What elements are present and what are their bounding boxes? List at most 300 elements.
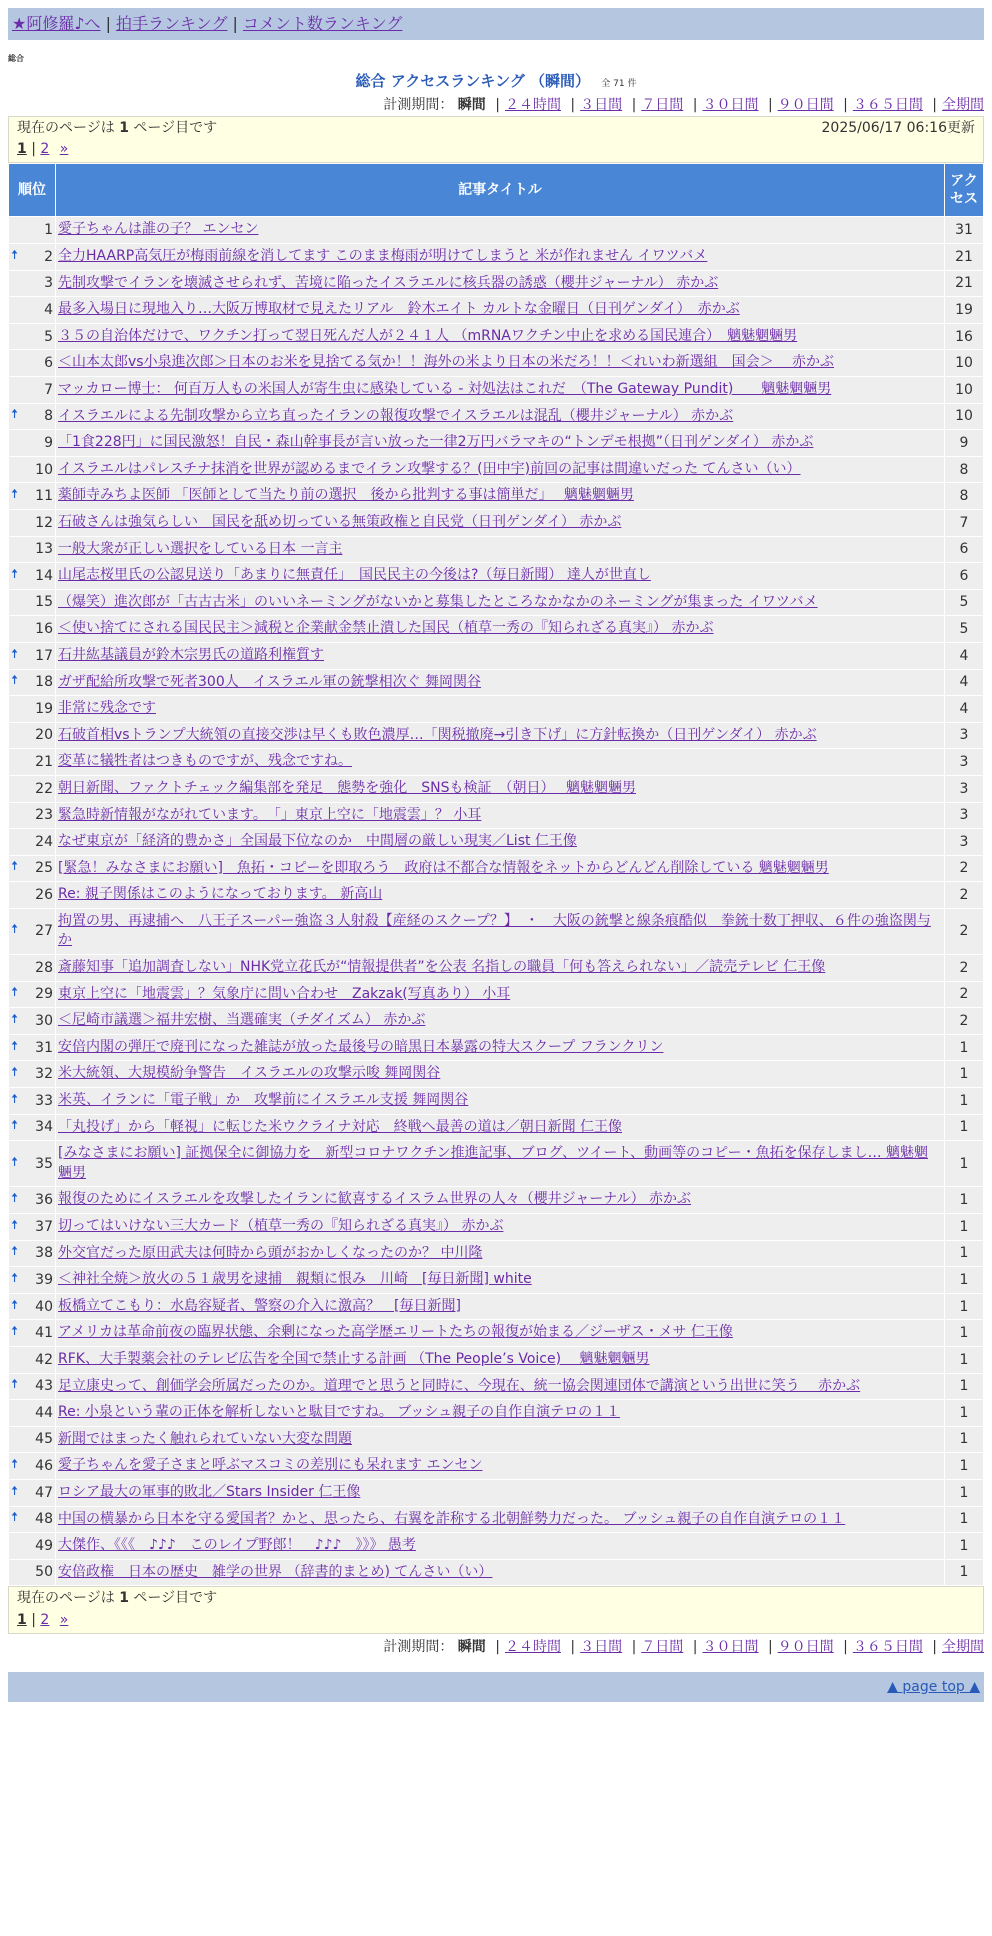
title-cell xyxy=(56,297,945,324)
rank-number: 43 xyxy=(35,1378,53,1395)
up-arrow-icon: 🠅 xyxy=(11,985,19,1001)
table-row xyxy=(9,1373,984,1400)
period-current: 瞬間 xyxy=(457,96,486,113)
title-cell xyxy=(56,1533,945,1560)
title-cell xyxy=(56,563,945,590)
article-link[interactable]: 石井紘基議員が鈴木宗男氏の道路利権質す xyxy=(58,646,324,663)
comment-ranking-link[interactable]: コメント数ランキング xyxy=(242,13,403,33)
table-row xyxy=(9,323,984,350)
table-row xyxy=(9,1034,984,1061)
rank-cell xyxy=(9,749,56,776)
rank-number: 20 xyxy=(35,727,53,744)
access-count: 7 xyxy=(945,509,984,536)
article-link[interactable]: 山尾志桜里氏の公認見送り「あまりに無責任」 国民民主の今後は?（毎日新聞） 達人が世直し xyxy=(58,567,651,584)
up-arrow-icon: 🠅 xyxy=(11,1377,19,1393)
article-link[interactable]: 足立康史って、創価学会所属だったのか。道理でと思うと同時に、今現在、統一協会関連団体で講演という出世に笑う 赤かぶ xyxy=(58,1377,861,1394)
rank-number: 48 xyxy=(35,1511,53,1528)
rank-cell xyxy=(9,829,56,856)
rank-cell xyxy=(9,1034,56,1061)
article-link[interactable]: 全力HAARP高気圧が梅雨前線を消してます このまま梅雨が明けてしまうと 米が作れません イワツバメ xyxy=(58,248,708,265)
article-link[interactable]: Re: 小泉という輩の正体を解析しないと駄目ですね。 ブッシュ親子の自作自演テロの１１ xyxy=(58,1404,621,1421)
access-count: 1 xyxy=(945,1346,984,1373)
updated-time: 2025/06/17 06:16更新 xyxy=(821,120,975,137)
rank-number: 16 xyxy=(35,621,53,638)
rank-number: 6 xyxy=(44,355,53,372)
table-row xyxy=(9,908,984,954)
rank-cell xyxy=(9,270,56,297)
up-arrow-icon: 🠅 xyxy=(11,1217,19,1233)
rank-cell xyxy=(9,430,56,457)
rank-cell xyxy=(9,616,56,643)
clap-ranking-link[interactable]: 拍手ランキング xyxy=(115,13,228,33)
table-row xyxy=(9,749,984,776)
title-cell xyxy=(56,1061,945,1088)
current-page-text-bottom: 現在のページは 1 ページ目です xyxy=(17,1590,218,1607)
article-link[interactable]: 石破さんは強気らしい 国民を舐め切っている無策政権と自民党（日刊ゲンダイ） 赤かぶ xyxy=(58,513,622,530)
rank-number: 35 xyxy=(35,1155,53,1172)
access-count: 10 xyxy=(945,377,984,404)
access-count: 6 xyxy=(945,563,984,590)
period-365d[interactable]: ３６５日間 xyxy=(852,1638,923,1655)
period-24h[interactable]: ２４時間 xyxy=(504,96,561,113)
page-title xyxy=(0,72,992,92)
table-row xyxy=(9,563,984,590)
access-count: 1 xyxy=(945,1267,984,1294)
period-365d[interactable]: ３６５日間 xyxy=(852,96,923,113)
title-cell xyxy=(56,1346,945,1373)
rank-number: 3 xyxy=(44,275,53,292)
article-link[interactable]: 中国の横暴から日本を守る愛国者？かと、思ったら、右翼を詐称する北朝鮮勢力だった。 ブッシュ親子の自作自演テロの１１ xyxy=(58,1510,846,1527)
access-count: 21 xyxy=(945,244,984,271)
title-cell xyxy=(56,377,945,404)
table-row xyxy=(9,589,984,616)
title-cell xyxy=(56,696,945,723)
col-access-header: アクセス xyxy=(945,164,984,217)
access-count: 1 xyxy=(945,1088,984,1115)
access-count: 1 xyxy=(945,1479,984,1506)
period-all[interactable]: 全期間 xyxy=(942,1638,984,1655)
article-link[interactable]: 最多入場日に現地入り…大阪万博取材で見えたリアル 鈴木エイト カルトな金曜日（日刊ゲンダイ） 赤かぶ xyxy=(58,301,740,318)
rank-number: 22 xyxy=(35,780,53,797)
rank-number: 46 xyxy=(35,1458,53,1475)
period-all[interactable]: 全期間 xyxy=(942,96,984,113)
pager-next[interactable]: » xyxy=(59,1611,69,1628)
access-count: 19 xyxy=(945,297,984,324)
rank-number: 26 xyxy=(35,887,53,903)
period-3d[interactable]: ３日間 xyxy=(580,96,623,113)
up-arrow-icon: 🠅 xyxy=(11,1457,19,1473)
period-30d[interactable]: ３０日間 xyxy=(702,96,759,113)
period-7d[interactable]: ７日間 xyxy=(641,1638,684,1655)
rank-cell xyxy=(9,855,56,882)
title-cell xyxy=(56,217,945,244)
rank-number: 13 xyxy=(35,541,53,558)
title-cell xyxy=(56,456,945,483)
table-row xyxy=(9,1187,984,1214)
table-row xyxy=(9,536,984,563)
article-link[interactable]: ガザ配給所攻撃で死者300人 イスラエル軍の銃撃相次ぐ 舞岡関谷 xyxy=(58,673,482,690)
title-cell xyxy=(56,323,945,350)
rank-number: 44 xyxy=(35,1404,53,1421)
col-rank-header: 順位 xyxy=(9,164,56,217)
rank-number: 30 xyxy=(35,1012,53,1029)
up-arrow-icon: 🠅 xyxy=(11,1091,19,1107)
article-link[interactable]: 変革に犠牲者はつきものですが、残念ですね。 xyxy=(58,753,352,770)
rank-cell xyxy=(9,1061,56,1088)
access-count: 9 xyxy=(945,430,984,457)
article-link[interactable]: 安倍内閣の弾圧で廃刊になった雑誌が放った最後号の暗黒日本暴露の特大スクープ フランクリン xyxy=(58,1038,664,1055)
article-link[interactable]: 拘置の男、再逮捕へ 八王子スーパー強盗３人射殺【産経のスクープ？】 ・ 大阪の銃撃と線条痕酷似 拳銃十数丁押収、６件の強盗関与か xyxy=(58,912,931,949)
rank-number: 33 xyxy=(35,1092,53,1109)
access-count: 3 xyxy=(945,722,984,749)
title-cell xyxy=(56,829,945,856)
table-row xyxy=(9,1293,984,1320)
access-count: 31 xyxy=(945,217,984,244)
access-count: 1 xyxy=(945,1559,984,1586)
table-row xyxy=(9,1479,984,1506)
rank-cell xyxy=(9,1479,56,1506)
period-90d[interactable]: ９０日間 xyxy=(777,1638,834,1655)
table-row xyxy=(9,802,984,829)
top-nav: ★阿修羅♪へ | 拍手ランキング | コメント数ランキング xyxy=(8,8,984,40)
rank-number: 15 xyxy=(35,594,53,611)
access-count: 8 xyxy=(945,483,984,510)
access-count: 2 xyxy=(945,882,984,909)
title-cell xyxy=(56,775,945,802)
rank-number: 49 xyxy=(35,1537,53,1554)
article-link[interactable]: 大傑作、《《《 ♪♪♪ このレイプ野郎！ ♪♪♪ 》》》 愚考 xyxy=(58,1537,416,1554)
up-arrow-icon: 🠅 xyxy=(11,566,19,582)
access-count: 1 xyxy=(945,1061,984,1088)
access-count: 3 xyxy=(945,775,984,802)
period-current: 瞬間 xyxy=(457,1638,486,1655)
rank-cell xyxy=(9,642,56,669)
title-cell xyxy=(56,908,945,954)
table-row xyxy=(9,1400,984,1427)
article-link[interactable]: RFK、大手製薬会社のテレビ広告を全国で禁止する計画 （The People’s Voice) 魑魅魍魎男 xyxy=(58,1350,650,1367)
article-link[interactable]: ３５の自治体だけで、ワクチン打って翌日死んだ人が２４１人 （mRNAワクチン中止を求める国民連合） 魑魅魍魎男 xyxy=(58,327,798,344)
title-cell xyxy=(56,589,945,616)
article-link[interactable]: ＜使い捨てにされる国民民主＞減税と企業献金禁止潰した国民（植草一秀の『知られざる真実』） 赤かぶ xyxy=(58,620,714,637)
access-count: 1 xyxy=(945,1426,984,1453)
up-arrow-icon: 🠅 xyxy=(11,1510,19,1526)
ranking-table xyxy=(8,163,984,1586)
up-arrow-icon: 🠅 xyxy=(11,1483,19,1499)
table-row xyxy=(9,1214,984,1241)
access-count: 8 xyxy=(945,456,984,483)
article-link[interactable]: 石破首相vsトランプ大統領の直接交渉は早くも敗色濃厚…「関税撤廃→引き下げ」に方針転換か（日刊ゲンダイ） 赤かぶ xyxy=(58,726,817,743)
title-cell xyxy=(56,1293,945,1320)
rank-number: 9 xyxy=(44,434,53,451)
rank-number: 37 xyxy=(35,1218,53,1235)
rank-cell xyxy=(9,1114,56,1141)
rank-cell xyxy=(9,722,56,749)
col-title-header: 記事タイトル xyxy=(56,164,945,217)
rank-cell xyxy=(9,802,56,829)
rank-cell xyxy=(9,1373,56,1400)
pager-page-2[interactable]: 2 xyxy=(40,141,50,158)
rank-number: 11 xyxy=(35,488,53,505)
rank-cell xyxy=(9,1346,56,1373)
rank-cell xyxy=(9,1426,56,1453)
article-link[interactable]: 先制攻撃でイランを壊滅させられず、苦境に陥ったイスラエルに核兵器の誘惑（櫻井ジャーナル） 赤かぶ xyxy=(58,274,719,291)
rank-cell xyxy=(9,1214,56,1241)
up-arrow-icon: 🠅 xyxy=(11,922,19,938)
up-arrow-icon: 🠅 xyxy=(11,1244,19,1260)
access-count: 2 xyxy=(945,955,984,982)
pager-page-1: 1 xyxy=(17,141,27,158)
rank-number: 27 xyxy=(35,923,53,940)
article-link[interactable]: 一般大衆が正しい選択をしている日本 一言主 xyxy=(58,540,343,557)
article-link[interactable]: 愛子ちゃんは誰の子？ エンセン xyxy=(58,221,259,238)
title-cell xyxy=(56,882,945,909)
up-arrow-icon: 🠅 xyxy=(11,1324,19,1340)
title-cell xyxy=(56,981,945,1008)
rank-number: 2 xyxy=(44,248,53,265)
title-cell xyxy=(56,802,945,829)
article-link[interactable]: 「1食228円」に国民激怒！自民・森山幹事長が言い放った一律2万円バラマキの“トンデモ根拠”（日刊ゲンダイ） 赤かぶ xyxy=(58,434,814,451)
access-count: 5 xyxy=(945,589,984,616)
table-row xyxy=(9,642,984,669)
period-30d[interactable]: ３０日間 xyxy=(702,1638,759,1655)
period-7d[interactable]: ７日間 xyxy=(641,96,684,113)
access-count: 4 xyxy=(945,669,984,696)
article-link[interactable]: 緊急時新情報がながれています。 「」東京上空に「地震雲」？ 小耳 xyxy=(58,806,482,823)
table-row xyxy=(9,669,984,696)
article-link[interactable]: マッカロー博士： 何百万人もの米国人が寄生虫に感染している - 対処法はこれだ （The Gateway Pundit) 魑魅魍魎男 xyxy=(58,381,832,398)
up-arrow-icon: 🠅 xyxy=(11,1065,19,1081)
table-row xyxy=(9,1533,984,1560)
table-row xyxy=(9,1453,984,1480)
rank-cell xyxy=(9,1240,56,1267)
table-row xyxy=(9,403,984,430)
pager-page-1: 1 xyxy=(17,1611,27,1628)
rank-cell xyxy=(9,377,56,404)
rank-cell xyxy=(9,483,56,510)
access-count: 16 xyxy=(945,323,984,350)
article-link[interactable]: （爆笑）進次郎が「古古古米」のいいネーミングがないかと募集したところなかなかのネーミングが集まった イワツバメ xyxy=(58,593,818,610)
up-arrow-icon: 🠅 xyxy=(11,1191,19,1207)
access-count: 3 xyxy=(945,802,984,829)
access-count: 1 xyxy=(945,1141,984,1187)
table-row xyxy=(9,855,984,882)
article-link[interactable]: 安倍政権 日本の歴史 雑学の世界 （辞書的まとめ) てんさい（い） xyxy=(58,1563,493,1580)
rank-number: 5 xyxy=(44,328,53,345)
table-row xyxy=(9,270,984,297)
table-row xyxy=(9,509,984,536)
title-cell xyxy=(56,536,945,563)
up-arrow-icon: 🠅 xyxy=(11,646,19,662)
access-count: 3 xyxy=(945,749,984,776)
table-row xyxy=(9,1426,984,1453)
table-row xyxy=(9,244,984,271)
access-count: 2 xyxy=(945,1008,984,1035)
access-count: 1 xyxy=(945,1506,984,1533)
up-arrow-icon: 🠅 xyxy=(11,1154,19,1170)
title-cell xyxy=(56,1267,945,1294)
rank-number: 18 xyxy=(35,674,53,691)
up-arrow-icon: 🠅 xyxy=(11,1297,19,1313)
rank-cell xyxy=(9,403,56,430)
article-link[interactable]: イスラエルはパレスチナ抹消を世界が認めるまでイラン攻撃する？(田中宇)前回の記事は間違いだった てんさい（い） xyxy=(58,460,801,477)
rank-number: 40 xyxy=(35,1298,53,1315)
rank-number: 28 xyxy=(35,959,53,976)
table-row xyxy=(9,1061,984,1088)
access-count: 1 xyxy=(945,1114,984,1141)
title-cell xyxy=(56,722,945,749)
table-row xyxy=(9,297,984,324)
rank-number: 14 xyxy=(35,567,53,584)
article-link[interactable]: 愛子ちゃんを愛子さまと呼ぶマスコミの差別にも呆れます エンセン xyxy=(58,1457,483,1474)
rank-number: 7 xyxy=(44,381,53,398)
article-link[interactable]: 斎藤知事「追加調査しない」NHK党立花氏が“情報提供者”を公表 名指しの職員「何も答えられない」／読売テレビ 仁王像 xyxy=(58,959,826,976)
rank-number: 4 xyxy=(44,301,53,318)
home-link[interactable]: ★阿修羅♪へ xyxy=(12,13,101,33)
access-count: 2 xyxy=(945,981,984,1008)
title-cell xyxy=(56,1453,945,1480)
article-link[interactable]: 報復のためにイスラエルを攻撃したイランに歓喜するイスラム世界の人々（櫻井ジャーナル） 赤かぶ xyxy=(58,1191,692,1208)
up-arrow-icon: 🠅 xyxy=(11,859,19,875)
title-cell xyxy=(56,1141,945,1187)
article-link[interactable]: 外交官だった原田武夫は何時から頭がおかしくなったのか？ 中川隆 xyxy=(58,1244,483,1261)
access-count: 1 xyxy=(945,1034,984,1061)
title-cell xyxy=(56,1114,945,1141)
article-link[interactable]: 朝日新聞、ファクトチェック編集部を発足 態勢を強化 SNSも検証 （朝日） 魑魅魍魎男 xyxy=(58,779,636,796)
article-link[interactable]: 板橋立てこもり：水島容疑者、警察の介入に激高？ [毎日新聞] xyxy=(58,1297,461,1314)
pager-bottom: 1 | 2 » xyxy=(17,1611,69,1628)
access-count: 10 xyxy=(945,403,984,430)
rank-cell xyxy=(9,1187,56,1214)
rank-cell xyxy=(9,350,56,377)
article-link[interactable]: 非常に残念です xyxy=(58,700,156,717)
up-arrow-icon: 🠅 xyxy=(11,1011,19,1027)
table-row xyxy=(9,217,984,244)
rank-number: 32 xyxy=(35,1066,53,1083)
article-link[interactable]: [みなさまにお願い] 証拠保全に御協力を 新型コロナワクチン推進記事、ブログ、ツイート、動画等のコピー・魚拓を保存しまし… 魑魅魍魎男 xyxy=(58,1145,929,1181)
up-arrow-icon: 🠅 xyxy=(11,247,19,263)
rank-number: 39 xyxy=(35,1271,53,1288)
rank-number: 31 xyxy=(35,1039,53,1056)
rank-cell xyxy=(9,1320,56,1347)
article-link[interactable]: 切ってはいけない三大カード（植草一秀の『知られざる真実』） 赤かぶ xyxy=(58,1218,504,1235)
rank-number: 42 xyxy=(35,1351,53,1368)
period-selector-bottom: 計測期間： 瞬間 | ２４時間 | ３日間 | ７日間 | ３０日間 | ９０日間 | ３６５日間 | 全期間 xyxy=(383,1638,984,1655)
up-arrow-icon: 🠅 xyxy=(11,487,19,503)
title-cell xyxy=(56,669,945,696)
rank-cell xyxy=(9,1400,56,1427)
title-cell xyxy=(56,1479,945,1506)
title-cell xyxy=(56,1240,945,1267)
period-24h[interactable]: ２４時間 xyxy=(504,1638,561,1655)
page-top-link[interactable]: ▲ page top ▲ xyxy=(887,1678,980,1695)
rank-cell xyxy=(9,1293,56,1320)
rank-number: 8 xyxy=(44,408,53,425)
title-cell xyxy=(56,955,945,982)
table-row xyxy=(9,456,984,483)
article-link[interactable]: 薬師寺みちよ医師 「医師として当たり前の選択 後から批判する事は簡単だ」 魑魅魍魎男 xyxy=(58,487,634,504)
rank-number: 1 xyxy=(44,222,53,239)
rank-cell xyxy=(9,955,56,982)
rank-cell xyxy=(9,1267,56,1294)
access-count: 1 xyxy=(945,1214,984,1241)
article-link[interactable]: ＜神社全焼＞放火の５１歳男を逮捕 親類に恨み 川崎 [毎日新聞] white xyxy=(58,1271,532,1288)
access-count: 1 xyxy=(945,1533,984,1560)
ranking-body xyxy=(9,217,984,1586)
title-cell xyxy=(56,270,945,297)
access-count: 10 xyxy=(945,350,984,377)
access-count: 4 xyxy=(945,696,984,723)
title-cell xyxy=(56,483,945,510)
title-cell xyxy=(56,642,945,669)
period-90d[interactable]: ９０日間 xyxy=(777,96,834,113)
title-cell xyxy=(56,1008,945,1035)
article-link[interactable]: 米大統領、大規模紛争警告 イスラエルの攻撃示唆 舞岡関谷 xyxy=(58,1065,441,1082)
title-cell xyxy=(56,509,945,536)
article-link[interactable]: ＜山本太郎vs小泉進次郎＞日本のお米を見捨てる気か！！海外の米より日本の米だろ！！＜れいわ新選組 国会＞ 赤かぶ xyxy=(58,354,835,371)
article-link[interactable]: ＜尼崎市議選＞福井宏樹、当選確実（チダイズム） 赤かぶ xyxy=(58,1012,426,1029)
title-cell xyxy=(56,1400,945,1427)
article-link[interactable]: 「丸投げ」から「軽視」に転じた米ウクライナ対応 終戦へ最善の道は／朝日新聞 仁王像 xyxy=(58,1118,623,1135)
pager-page-2[interactable]: 2 xyxy=(40,1611,50,1628)
article-link[interactable]: ロシア最大の軍事的敗北／Stars Insider 仁王像 xyxy=(58,1483,361,1500)
article-link[interactable]: なぜ東京が「経済的豊かさ」全国最下位なのか 中間層の厳しい現実／List 仁王像 xyxy=(58,833,577,850)
rank-cell xyxy=(9,244,56,271)
period-selector-top: 計測期間： 瞬間 | ２４時間 | ３日間 | ７日間 | ３０日間 | ９０日間 | ３６５日間 | 全期間 xyxy=(383,96,984,113)
article-link[interactable]: 米英、イランに「電子戦」か 攻撃前にイスラエル支援 舞岡関谷 xyxy=(58,1092,469,1109)
access-count: 1 xyxy=(945,1400,984,1427)
table-row xyxy=(9,1267,984,1294)
item-count: 全 71 件 xyxy=(601,79,637,90)
article-link[interactable]: アメリカは革命前夜の臨界状態、余剰になった高学歴エリートたちの報復が始まる／ジーザス・メサ 仁王像 xyxy=(58,1324,733,1341)
title-text: 総合 アクセスランキング （瞬間） xyxy=(355,72,591,91)
pager-top: 1 | 2 » xyxy=(17,141,69,158)
title-cell xyxy=(56,350,945,377)
title-cell xyxy=(56,1373,945,1400)
title-cell xyxy=(56,1506,945,1533)
table-row xyxy=(9,1506,984,1533)
rank-number: 23 xyxy=(35,807,53,824)
table-row xyxy=(9,696,984,723)
table-row xyxy=(9,377,984,404)
title-cell xyxy=(56,1034,945,1061)
access-count: 1 xyxy=(945,1187,984,1214)
article-link[interactable]: イスラエルによる先制攻撃から立ち直ったイランの報復攻撃でイスラエルは混乱（櫻井ジャーナル） 赤かぶ xyxy=(58,407,734,424)
rank-cell xyxy=(9,981,56,1008)
table-row xyxy=(9,616,984,643)
rank-cell xyxy=(9,882,56,909)
up-arrow-icon: 🠅 xyxy=(11,673,19,689)
rank-cell xyxy=(9,323,56,350)
up-arrow-icon: 🠅 xyxy=(11,407,19,423)
article-link[interactable]: 新聞ではまったく触れられていない大変な問題 xyxy=(58,1430,352,1447)
article-link[interactable]: 東京上空に「地震雲」？気象庁に問い合わせ Zakzak(写真あり） 小耳 xyxy=(58,985,511,1002)
rank-cell xyxy=(9,536,56,563)
period-3d[interactable]: ３日間 xyxy=(580,1638,623,1655)
rank-number: 45 xyxy=(35,1431,53,1448)
table-row xyxy=(9,350,984,377)
access-count: 6 xyxy=(945,536,984,563)
table-row xyxy=(9,955,984,982)
article-link[interactable]: Re: 親子関係はこのようになっております。 新高山 xyxy=(58,886,383,903)
rank-number: 41 xyxy=(35,1325,53,1342)
article-link[interactable]: [緊急！みなさまにお願い] 魚拓・コピーを即取ろう 政府は不都合な情報をネットからどんどん削除している 魑魅魍魎男 xyxy=(58,859,829,876)
title-cell xyxy=(56,749,945,776)
rank-number: 12 xyxy=(35,514,53,531)
title-cell xyxy=(56,1088,945,1115)
rank-cell xyxy=(9,1088,56,1115)
pager-next[interactable]: » xyxy=(59,141,69,158)
rank-number: 17 xyxy=(35,647,53,664)
